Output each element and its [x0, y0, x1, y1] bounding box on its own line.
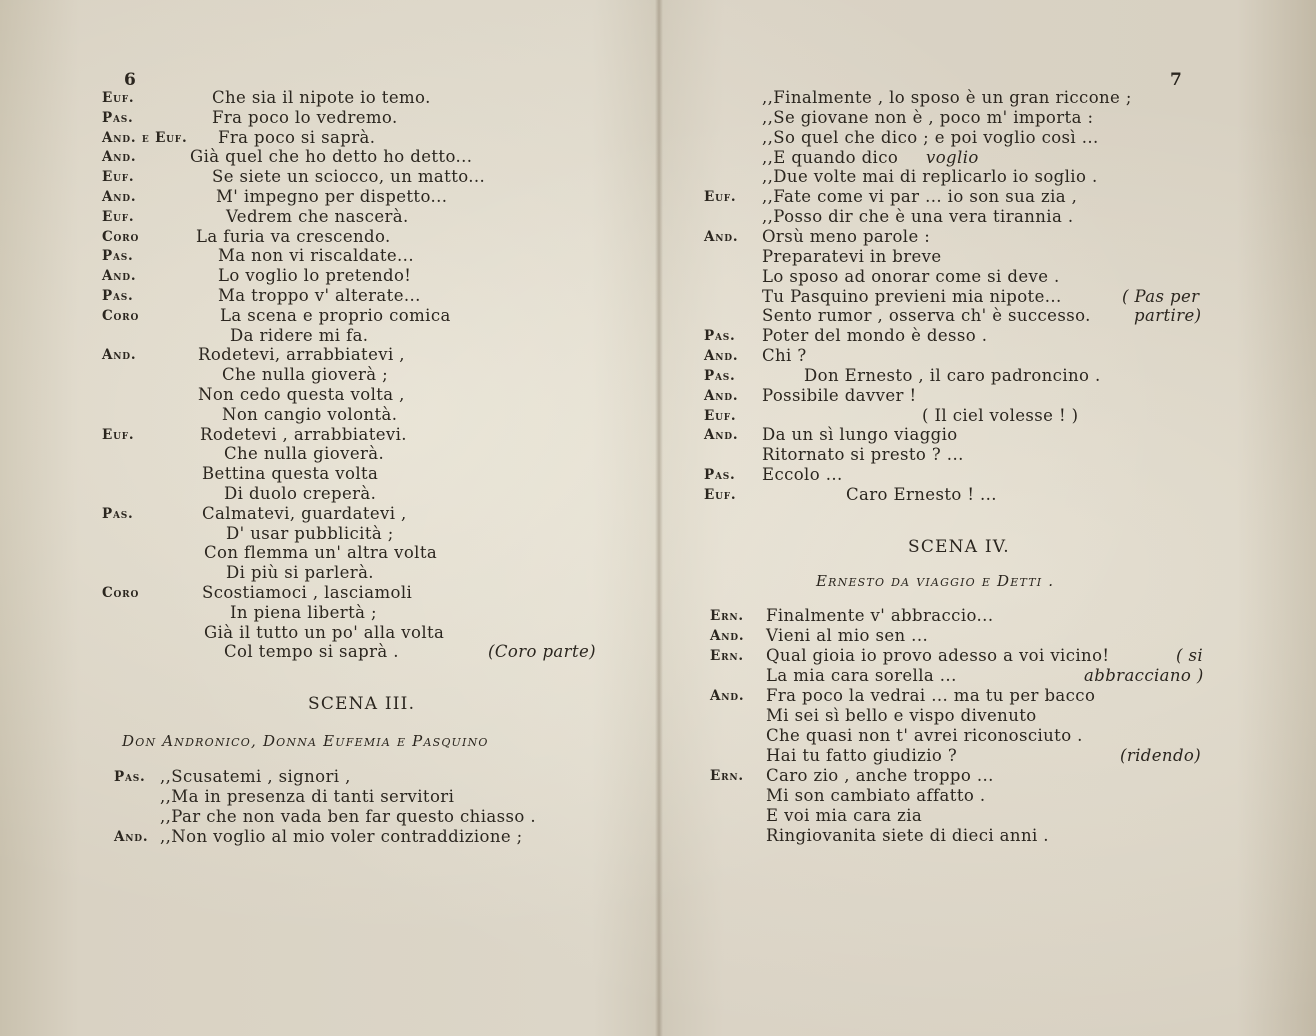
- verse-line: Già quel che ho detto ho detto...: [190, 147, 473, 167]
- speaker-label: Euf.: [704, 487, 737, 503]
- verse-line: Che nulla gioverà ;: [222, 365, 389, 385]
- verse-line: Hai tu fatto giudizio ?: [766, 746, 958, 765]
- speaker-label: And.: [102, 149, 137, 166]
- stage-direction: (ridendo): [1120, 746, 1202, 765]
- verse-line: La mia cara sorella ...: [766, 666, 957, 685]
- verse-line: Calmatevi, guardatevi ,: [202, 503, 407, 523]
- verse-line: In piena libertà ;: [230, 602, 377, 622]
- verse-line: Fra poco si saprà.: [218, 127, 376, 147]
- verse-line: Se siete un sciocco, un matto...: [212, 167, 486, 187]
- speaker-label: Euf.: [102, 169, 135, 186]
- verse-line: Vedrem che nascerà.: [226, 206, 409, 226]
- verse-line: Bettina questa volta: [202, 464, 379, 484]
- verse-line: Lo voglio lo pretendo!: [218, 266, 412, 286]
- verse-line: La scena e proprio comica: [220, 305, 451, 325]
- speaker-label: And.: [710, 688, 745, 704]
- verse-line: ,,Posso dir che è una vera tirannia .: [762, 207, 1074, 227]
- speaker-label: And.: [704, 427, 739, 444]
- scene-title: SCENA III.: [308, 694, 416, 714]
- speaker-label: And.: [102, 347, 137, 364]
- verse-line: ,,Finalmente , lo sposo è un gran riccone ;: [762, 88, 1132, 107]
- speaker-label: Euf.: [704, 407, 737, 424]
- speaker-label: Ern.: [710, 768, 744, 784]
- speaker-label: And.: [114, 829, 149, 845]
- speaker-label: Pas.: [114, 769, 146, 785]
- speaker-label: Pas.: [704, 367, 736, 384]
- verse-line: Non cedo questa volta ,: [198, 385, 405, 404]
- speaker-label: And.: [704, 348, 739, 365]
- verse-line: Rodetevi , arrabbiatevi.: [200, 424, 407, 444]
- speaker-label: Coro: [102, 585, 140, 601]
- verse-line: Qual gioia io provo adesso a voi vicino!: [766, 646, 1110, 665]
- speaker-label: Pas.: [102, 288, 134, 304]
- verse-line: Don Ernesto , il caro padroncino .: [804, 365, 1101, 385]
- speaker-label: Euf.: [704, 189, 737, 206]
- speaker-label: Ern.: [710, 608, 744, 624]
- verse-line: ,,Scusatemi , signori ,: [160, 767, 351, 786]
- speaker-label: And.: [102, 189, 137, 205]
- verse-line: ,,Non voglio al mio voler contraddizione ;: [160, 827, 523, 846]
- verse-line: Preparatevi in breve: [762, 246, 942, 266]
- speaker-label: Coro: [102, 307, 140, 324]
- verse-line: ,,Ma in presenza di tanti servitori: [160, 787, 455, 806]
- speaker-label: Ern.: [710, 648, 744, 664]
- verse-line: Sento rumor , osserva ch' è successo.: [762, 306, 1091, 326]
- scene-title: SCENA IV.: [908, 537, 1010, 557]
- stage-direction: abbracciano ): [1084, 666, 1204, 685]
- verse-line: Di più si parlerà.: [226, 563, 374, 583]
- verse-line: Con flemma un' altra volta: [204, 543, 438, 563]
- verse-line: Fra poco la vedrai ... ma tu per bacco: [766, 686, 1096, 705]
- verse-line: Da un sì lungo viaggio: [762, 425, 958, 445]
- verse-line: Caro Ernesto ! ...: [846, 485, 997, 504]
- speaker-label: Pas.: [102, 505, 134, 522]
- speaker-label: Pas.: [102, 248, 134, 265]
- verse-line: Possibile davver !: [762, 385, 917, 405]
- verse-line: Ringiovanita siete di dieci anni .: [766, 826, 1049, 845]
- verse-line: Tu Pasquino previeni mia nipote...: [762, 286, 1062, 306]
- stage-direction: partire): [1134, 306, 1202, 326]
- page-number: 6: [124, 70, 136, 90]
- verse-line: Già il tutto un po' alla volta: [204, 622, 445, 642]
- speaker-label: Pas.: [704, 467, 736, 484]
- verse-line: Che nulla gioverà.: [224, 444, 385, 464]
- verse-line-emphasis: voglio: [926, 147, 979, 167]
- verse-line: Rodetevi, arrabbiatevi ,: [198, 345, 405, 365]
- speaker-label: Euf.: [102, 426, 135, 443]
- verse-line: Ma troppo v' alterate...: [218, 286, 421, 305]
- verse-line: Eccolo ...: [762, 465, 843, 485]
- verse-line: ,,Se giovane non è , poco m' importa :: [762, 107, 1094, 127]
- verse-line: ( Il ciel volesse ! ): [922, 405, 1079, 425]
- speaker-label: Pas.: [704, 328, 736, 345]
- verse-line: Orsù meno parole :: [762, 226, 931, 246]
- verse-line: Ritornato si presto ? ...: [762, 445, 964, 465]
- verse-line: ,,So quel che dico ; e poi voglio così ...: [762, 127, 1099, 147]
- right-page: [658, 0, 1316, 1036]
- verse-line: Da ridere mi fa.: [230, 325, 369, 345]
- stage-direction: ( si: [1176, 646, 1204, 665]
- verse-line: ,,Due volte mai di replicarlo io soglio .: [762, 167, 1098, 187]
- verse-line: Finalmente v' abbraccio...: [766, 606, 994, 625]
- verse-line: Lo sposo ad onorar come si deve .: [762, 266, 1060, 286]
- verse-line: Mi son cambiato affatto .: [766, 786, 986, 805]
- verse-line: Poter del mondo è desso .: [762, 326, 988, 346]
- stage-direction: (Coro parte): [488, 642, 596, 662]
- verse-line: Di duolo creperà.: [224, 484, 377, 503]
- speaker-label: And.: [102, 268, 137, 285]
- verse-line: Col tempo si saprà .: [224, 642, 399, 662]
- verse-line: E voi mia cara zia: [766, 806, 923, 825]
- page-number: 7: [1170, 70, 1182, 90]
- verse-line: Ma non vi riscaldate...: [218, 246, 414, 266]
- verse-line: ,,Par che non vada ben far questo chiasso .: [160, 807, 536, 826]
- verse-line: Chi ?: [762, 346, 807, 366]
- verse-line: M' impegno per dispetto...: [216, 187, 448, 206]
- verse-line: Fra poco lo vedremo.: [212, 107, 398, 127]
- verse-line: ,,Fate come vi par ... io son sua zia ,: [762, 187, 1078, 207]
- scene-subtitle: Ernesto da viaggio e Detti .: [816, 572, 1055, 590]
- speaker-label: And.: [710, 628, 745, 644]
- speaker-label: And.: [704, 228, 739, 245]
- verse-line: Caro zio , anche troppo ...: [766, 766, 994, 785]
- verse-line: Che quasi non t' avrei riconosciuto .: [766, 726, 1083, 745]
- speaker-label: And.: [704, 387, 739, 404]
- speaker-label: Euf.: [102, 90, 135, 106]
- verse-line: Mi sei sì bello e vispo divenuto: [766, 706, 1037, 725]
- speaker-label: Coro: [102, 228, 140, 245]
- scene-subtitle: Don Andronico, Donna Eufemia e Pasquino: [122, 732, 489, 750]
- speaker-label: Pas.: [102, 109, 134, 126]
- verse-line: ,,E quando dico: [762, 147, 899, 167]
- verse-line: Che sia il nipote io temo.: [212, 88, 431, 107]
- verse-line: Non cangio volontà.: [222, 404, 398, 424]
- verse-line: Scostiamoci , lasciamoli: [202, 583, 413, 602]
- verse-line: La furia va crescendo.: [196, 226, 391, 246]
- verse-line: Vieni al mio sen ...: [766, 626, 929, 645]
- speaker-label: Euf.: [102, 208, 135, 225]
- verse-line: D' usar pubblicità ;: [226, 523, 394, 543]
- speaker-label: And. e Euf.: [102, 129, 188, 146]
- stage-direction: ( Pas per: [1122, 286, 1200, 306]
